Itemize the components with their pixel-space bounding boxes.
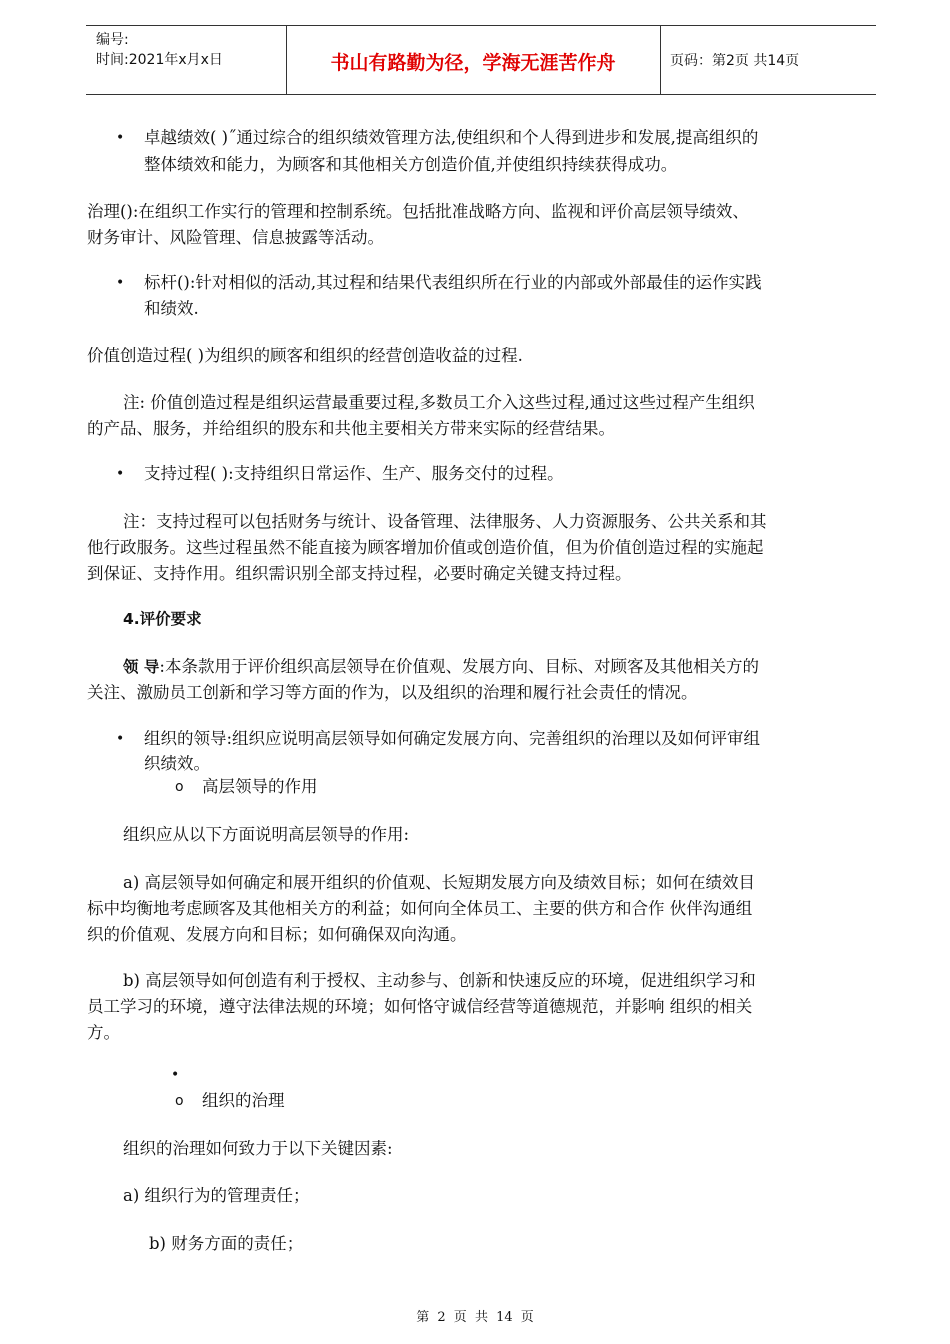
text-line: 他行政服务。这些过程虽然不能直接为顾客增加价值或创造价值，但为价值创造过程的实施起	[87, 538, 764, 557]
page-header	[86, 25, 876, 95]
leadership-term: 领 导	[123, 658, 160, 676]
footer-total-pages: 14	[496, 1310, 513, 1325]
header-divider	[660, 26, 661, 94]
text-line: 组织的治理如何致力于以下关键因素:	[123, 1139, 393, 1158]
text-line: 价值创造过程( )为组织的顾客和组织的经营创造收益的过程.	[87, 346, 523, 365]
text-line: 员工学习的环境，遵守法律法规的环境；如何恪守诚信经营等道德规范，并影响 组织的相关	[87, 997, 753, 1016]
text-line: 注: 价值创造过程是组织运营最重要过程,多数员工介入这些过程,通过这些过程产生组织	[123, 393, 755, 412]
header-motto: 书山有路勤为径，学海无涯苦作舟	[330, 52, 616, 74]
bullet-icon: •	[116, 130, 125, 146]
text-line: a) 组织行为的管理责任；	[123, 1186, 310, 1205]
number-label: 编号:	[96, 32, 129, 48]
bullet-icon: •	[171, 1067, 180, 1083]
text-line: 方。	[87, 1023, 120, 1042]
text-line: 到保证、支持作用。组织需识别全部支持过程，必要时确定关键支持过程。	[87, 564, 632, 583]
text-line: 财务审计、风险管理、信息披露等活动。	[87, 228, 384, 247]
section-heading: 4.评价要求	[123, 610, 202, 628]
text-line: 注：支持过程可以包括财务与统计、设备管理、法律服务、人力资源服务、公共关系和其	[123, 512, 767, 531]
text-line: 治理():在组织工作实行的管理和控制系统。包括批准战略方向、监视和评价高层领导绩效、	[87, 202, 749, 221]
text-line: b) 财务方面的责任；	[149, 1234, 304, 1253]
header-page-label: 页码：第2页 共14页	[670, 53, 800, 69]
bullet-icon: •	[116, 275, 125, 291]
footer-page-number: 2	[437, 1310, 446, 1325]
text-line: 的产品、服务，并给组织的股东和共他主要相关方带来实际的经营结果。	[87, 419, 615, 438]
header-meta	[96, 30, 223, 70]
text-line: 织的价值观、发展方向和目标；如何确保双向沟通。	[87, 925, 467, 944]
time-label: 时间:2021年x月x日	[96, 52, 223, 68]
text-line: b) 高层领导如何创造有利于授权、主动参与、创新和快速反应的环境，促进组织学习和	[123, 971, 756, 990]
text-line: 标杆():针对相似的活动,其过程和结果代表组织所在行业的内部或外部最佳的运作实践	[144, 273, 762, 292]
sub-bullet-icon: o	[175, 1093, 184, 1109]
text-line: 组织的治理	[202, 1091, 285, 1110]
text-line: 整体绩效和能力，为顾客和其他相关方创造价值,并使组织持续获得成功。	[144, 155, 678, 174]
text-line: 组织的领导:组织应说明高层领导如何确定发展方向、完善组织的治理以及如何评审组	[144, 729, 761, 748]
text-line: 卓越绩效( )˝通过综合的组织绩效管理方法,使组织和个人得到进步和发展,提高组织的	[144, 128, 759, 147]
text-line: a) 高层领导如何确定和展开组织的价值观、长短期发展方向及绩效目标；如何在绩效目	[123, 873, 756, 892]
sub-bullet-icon: o	[175, 779, 184, 795]
text-line	[123, 655, 759, 679]
text-line: 支持过程( ):支持组织日常运作、生产、服务交付的过程。	[144, 464, 564, 483]
bullet-icon: •	[116, 466, 125, 482]
page-footer: 第 2 页 共 14 页	[416, 1310, 534, 1325]
text-line: 织绩效。	[144, 754, 210, 773]
bullet-icon: •	[116, 731, 125, 747]
text-line: 组织应从以下方面说明高层领导的作用:	[123, 825, 410, 844]
text-line: 标中均衡地考虑顾客及其他相关方的利益；如何向全体员工、主要的供方和合作 伙伴沟通组	[87, 899, 753, 918]
leadership-desc: :本条款用于评价组织高层领导在价值观、发展方向、目标、对顾客及其他相关方的	[159, 657, 759, 676]
text-line: 和绩效.	[144, 299, 199, 318]
text-line: 高层领导的作用	[202, 777, 318, 796]
text-line: 关注、激励员工创新和学习等方面的作为，以及组织的治理和履行社会责任的情况。	[87, 683, 698, 702]
